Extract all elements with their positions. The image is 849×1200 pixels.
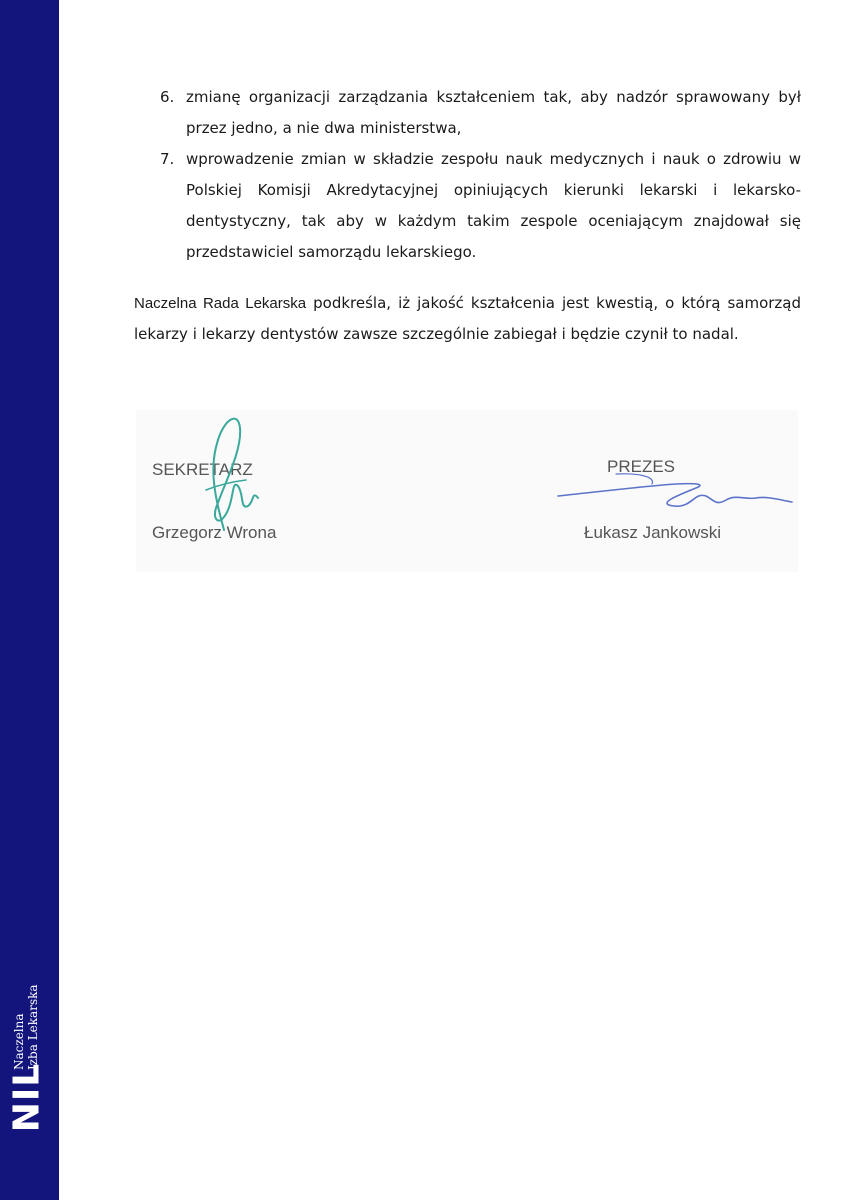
list-item-text: zmianę organizacji zarządzania kształceniem tak, aby nadzór sprawowany był przez jedno, a nie dwa ministerstwa,	[186, 88, 801, 137]
brand-abbr: NIL	[6, 1062, 48, 1133]
secretary-signature	[186, 410, 266, 535]
brand-name	[12, 950, 40, 1070]
list-item-text: wprowadzenie zmian w składzie zespołu nauk medycznych i nauk o zdrowiu w Polskiej Komisji Akredytacyjnej opiniujących kierunki lekarski i lekarsko-dentystyczny, tak aby w każdym takim zespole oceniającym znajdował się przedstawiciel samorządu lekarskiego.	[186, 150, 801, 261]
president-signature	[556, 470, 796, 530]
list-item-number: 7.	[160, 150, 175, 168]
signature-block	[136, 410, 798, 572]
list-item-number: 6.	[160, 88, 175, 106]
secretary-title: SEKRETARZ	[152, 460, 253, 479]
list-item	[134, 82, 801, 144]
list-item	[134, 144, 801, 268]
brand-logo	[6, 946, 54, 1176]
secretary-name: Grzegorz Wrona	[152, 523, 277, 542]
paragraph-lead: Naczelna Rada Lekarska	[134, 295, 307, 312]
brand-name-line1: Naczelna	[12, 1013, 26, 1070]
closing-paragraph	[134, 288, 801, 350]
paragraph-text: podkreśla, iż jakość kształcenia jest kwestią, o którą samorząd lekarzy i lekarzy dentystów zawsze szczególnie zabiegał i będzie czynił to nadal.	[134, 294, 801, 343]
president-title: PREZES	[607, 457, 676, 476]
sidebar	[0, 0, 59, 1200]
brand-name-line2: Izba Lekarska	[26, 984, 40, 1070]
document-body	[134, 82, 801, 350]
president-name: Łukasz Jankowski	[584, 523, 722, 542]
